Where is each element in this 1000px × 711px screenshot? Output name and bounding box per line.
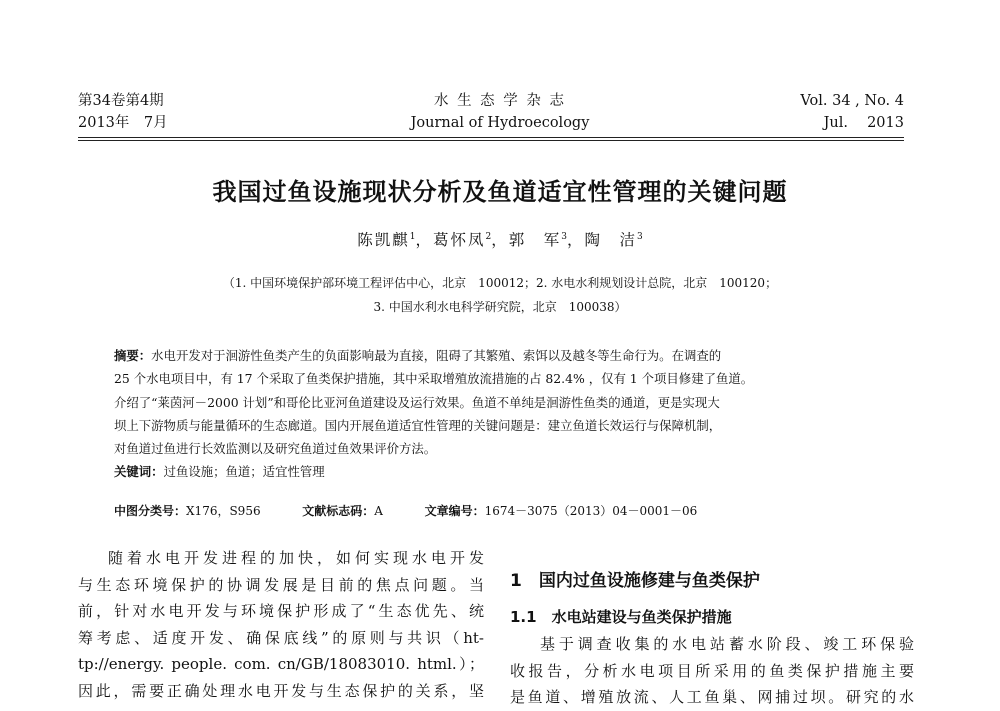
author-list — [0, 228, 1000, 250]
abstract-label: 摘要： — [114, 348, 152, 363]
author-separator: ， — [567, 231, 585, 249]
doc-code-label: 文献标志码： — [302, 504, 375, 518]
body-line: 前，针对水电开发与环境保护形成了“生态优先、统 — [78, 602, 484, 620]
clc-value: X176，S956 — [186, 504, 261, 518]
keywords-line — [114, 460, 894, 483]
body-line: tp://energy. people. com. cn/GB/18083010. html.）； — [78, 655, 484, 673]
body-line: 收报告，分析水电项目所采用的鱼类保护措施主要 — [510, 661, 914, 680]
body-line: 因此，需要正确处理水电开发与生态保护的关系，坚 — [78, 681, 484, 700]
subsection-heading: 1.1 水电站建设与鱼类保护措施 — [510, 608, 732, 626]
abstract-line: 介绍了“莱茵河－2000 计划”和哥伦比亚河鱼道建设及运行效果。鱼道不单纯是洄游性鱼类的通道，更是实现大 — [114, 394, 720, 410]
body-line: 筹考虑、适度开发、确保底线”的原则与共识（ht- — [78, 628, 484, 647]
author-name: 郭 军 — [508, 231, 562, 249]
journal-name-en: Journal of Hydroecology — [410, 115, 590, 131]
body-line: 是鱼道、增殖放流、人工鱼巢、网捕过坝。研究的水 — [510, 688, 914, 706]
affiliation-line: （1. 中国环境保护部环境工程评估中心，北京 100012；2. 水电水利规划设计总院，北京 100120； — [222, 276, 778, 290]
body-line: 基于调查收集的水电站蓄水阶段、竣工环保验 — [540, 635, 914, 653]
author-affil-mark: 1 — [409, 231, 416, 242]
keywords-value: 过鱼设施；鱼道；适宜性管理 — [163, 464, 325, 480]
author-separator: ， — [491, 231, 509, 249]
body-line: 随着水电开发进程的加快，如何实现水电开发 — [108, 549, 484, 567]
body-line: 与生态环境保护的协调发展是目前的焦点问题。当 — [78, 575, 484, 594]
abstract-line — [114, 344, 894, 367]
abstract — [114, 344, 894, 484]
date-en: Jul. 2013 — [823, 115, 904, 131]
section-heading: 1 国内过鱼设施修建与鱼类保护 — [510, 571, 760, 591]
abstract-line: 坝上下游物质与能量循环的生态廊道。国内开展鱼道适宜性管理的关键问题是：建立鱼道长效运行与保障机制， — [114, 417, 722, 433]
header-rule-top — [78, 137, 904, 138]
date-cn: 2013年 7月 — [78, 115, 168, 131]
author-name: 陶 洁 — [584, 231, 638, 249]
volume-issue-en: Vol. 34 , No. 4 — [800, 93, 904, 109]
journal-name-cn: 水 生 态 学 杂 志 — [433, 93, 567, 109]
abstract-line: 25 个水电项目中，有 17 个采取了鱼类保护措施，其中采取增殖放流措施的占 82.4% ，仅有 1 个项目修建了鱼道。 — [114, 371, 754, 387]
abstract-line-text: 水电开发对于洄游性鱼类产生的负面影响最为直接，阻碍了其繁殖、索饵以及越冬等生命行为。在调查的 — [151, 348, 722, 363]
author-name: 陈凯麒 — [357, 231, 410, 249]
volume-issue-cn: 第34卷第4期 — [78, 93, 164, 109]
affiliation-line: 3. 中国水利水电科学研究院，北京 100038） — [373, 300, 627, 314]
author-affil-mark: 3 — [561, 231, 567, 242]
article-number-value: 1674－3075（2013）04－0001－06 — [484, 504, 698, 518]
article-number-label: 文章编号： — [424, 504, 485, 518]
author-separator: ， — [415, 231, 433, 249]
abstract-line: 对鱼道过鱼进行长效监测以及研究鱼道过鱼效果评价方法。 — [114, 441, 437, 457]
body-column-right — [510, 631, 914, 711]
doc-code-value: A — [374, 504, 383, 518]
clc-label: 中图分类号： — [114, 504, 187, 518]
author-name: 葛怀凤 — [432, 231, 486, 249]
keywords-label: 关键词： — [114, 464, 164, 480]
author-affil-mark: 3 — [637, 231, 643, 242]
header-rule-bottom — [78, 140, 904, 141]
author-affil-mark: 2 — [485, 231, 492, 242]
page-title: 我国过鱼设施现状分析及鱼道适宜性管理的关键问题 — [212, 178, 788, 206]
body-column-left — [78, 545, 484, 704]
classification-line — [114, 502, 697, 519]
